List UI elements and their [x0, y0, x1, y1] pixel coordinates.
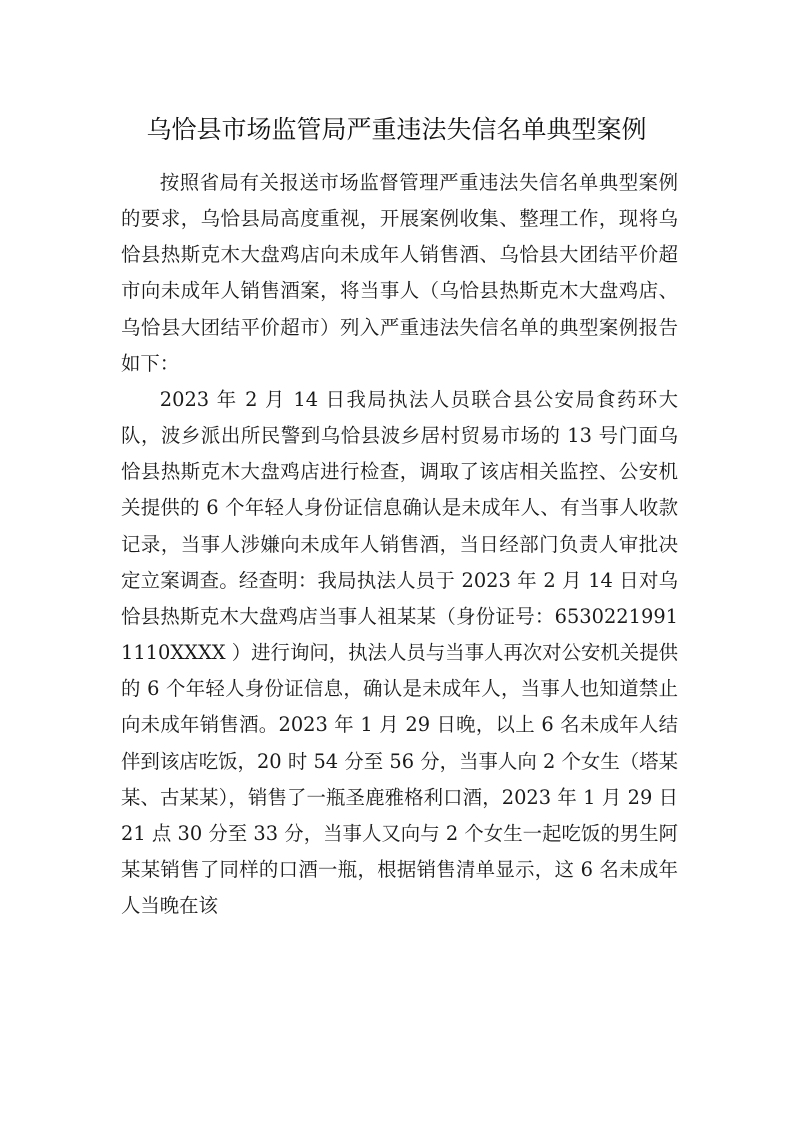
- document-title: 乌恰县市场监管局严重违法失信名单典型案例: [146, 115, 647, 144]
- paragraph-intro: 按照省局有关报送市场监督管理严重违法失信名单典型案例的要求，乌恰县局高度重视，开展案例收集、整理工作，现将乌恰县热斯克木大盘鸡店向未成年人销售酒、乌恰县大团结平价超市向未成年人销售酒案，将当事人（乌恰县热斯克木大盘鸡店、乌恰县大团结平价超市）列入严重违法失信名单的典型案例报告如下：: [121, 171, 678, 375]
- paragraph-case-details: 2023 年 2 月 14 日我局执法人员联合县公安局食药环大队，波乡派出所民警到乌恰县波乡居村贸易市场的 13 号门面乌恰县热斯克木大盘鸡店进行检查，调取了该店相关监控、公安机关提供的 6 个年轻人身份证信息确认是未成年人、有当事人收款记录，当事人涉嫌向未成年人销售酒，当日经部门负责人审批决定立案调查。经查明：我局执法人员于 2023 年 2 月 14 日对乌恰县热斯克木大盘鸡店当事人祖某某（身份证号：65302219911110XXXX ）进行询问，执法人员与当事人再次对公安机关提供的 6 个年轻人身份证信息，确认是未成年人，当事人也知道禁止向未成年销售酒。2023 年 1 月 29 日晚，以上 6 名未成年人结伴到该店吃饭，20 时 54 分至 56 分，当事人向 2 个女生（塔某某、古某某），销售了一瓶圣鹿雅格利口酒，2023 年 1 月 29 日 21 点 30 分至 33 分，当事人又向与 2 个女生一起吃饭的男生阿某某销售了同样的口酒一瓶，根据销售清单显示，这 6 名未成年人当晚在该: [121, 387, 678, 918]
- document-body: [121, 165, 678, 924]
